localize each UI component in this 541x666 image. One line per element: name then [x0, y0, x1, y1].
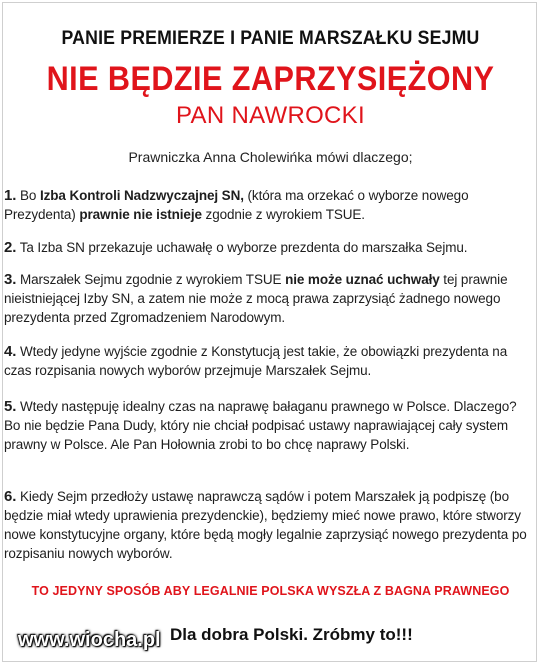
site-watermark: www.wiocha.pl — [18, 629, 161, 651]
headline-subject: PAN NAWROCKI — [176, 102, 365, 129]
point-text: tej prawnie nieistniejącej Izby SN, a zatem nie może z mocą prawa zaprzysiąć żadnego nowego prezydenta przed Zgromadzeniem Narodowym. — [4, 272, 508, 325]
headline-main: NIE BĘDZIE ZAPRZYSIĘŻONY — [46, 60, 495, 98]
point-number: 4. — [4, 343, 17, 360]
point-text: (która ma orzekać o wyborze nowego Prezydenta) — [4, 188, 469, 222]
point-number: 1. — [4, 187, 17, 204]
point-number: 3. — [4, 271, 17, 288]
point-text: Bo — [16, 188, 40, 203]
point-bold: nie może uznać uchwały — [285, 272, 440, 287]
intro-text: Prawniczka Anna Cholewińka mówi dlaczego; — [128, 149, 413, 165]
point-text: Wtedy jedyne wyjście zgodnie z Konstytucją jest takie, że obowiązki prezydenta na czas rozpisania nowych wyborów przejmuje Marszałek Sejmu. — [4, 344, 508, 378]
point-2 — [4, 238, 536, 257]
point-number: 2. — [4, 239, 17, 256]
point-6 — [4, 487, 536, 563]
point-bold: Izba Kontroli Nadzwyczajnej SN, — [39, 188, 244, 203]
point-text: Marszałek Sejmu zgodnie z wyrokiem TSUE — [16, 272, 286, 287]
point-bold: prawnie nie istnieje — [79, 207, 202, 222]
point-5 — [4, 397, 536, 454]
point-text: Wtedy następuję idealny czas na naprawę bałaganu prawnego w Polsce. Dlaczego? Bo nie będzie Pana Dudy, który nie chciał podpisać ustawy naprawiającej cały system prawny w Polsce. Ale Pan Hołownia zrobi to bo chcę naprawy Polski. — [4, 399, 517, 452]
point-1 — [4, 186, 536, 224]
point-3 — [4, 270, 536, 327]
point-number: 5. — [4, 398, 17, 415]
closing-call: Dla dobra Polski. Zróbmy to!!! — [170, 625, 413, 644]
point-text: Kiedy Sejm przedłoży ustawę naprawczą sądów i potem Marszałek ją podpiszę (bo będzie miał wtedy uprawienia prezydenckie), będziemy mieć nowe prawo, które stworzy nowe konstytucyjne organy, które będą mogły legalnie zaprzysiąć nowego prezydenta po rozpisaniu nowych wyborów. — [4, 489, 527, 561]
footer-slogan: TO JEDYNY SPOSÓB ABY LEGALNIE POLSKA WYSZŁA Z BAGNA PRAWNEGO — [31, 584, 510, 598]
point-text: zgodnie z wyrokiem TSUE. — [201, 207, 365, 222]
headline-address: PANIE PREMIERZE I PANIE MARSZAŁKU SEJMU — [61, 28, 480, 49]
point-number: 6. — [4, 488, 17, 505]
point-4 — [4, 342, 536, 380]
poster-frame — [2, 2, 537, 662]
point-text: Ta Izba SN przekazuje uchawałę o wyborze prezdenta do marszałka Sejmu. — [16, 240, 468, 255]
